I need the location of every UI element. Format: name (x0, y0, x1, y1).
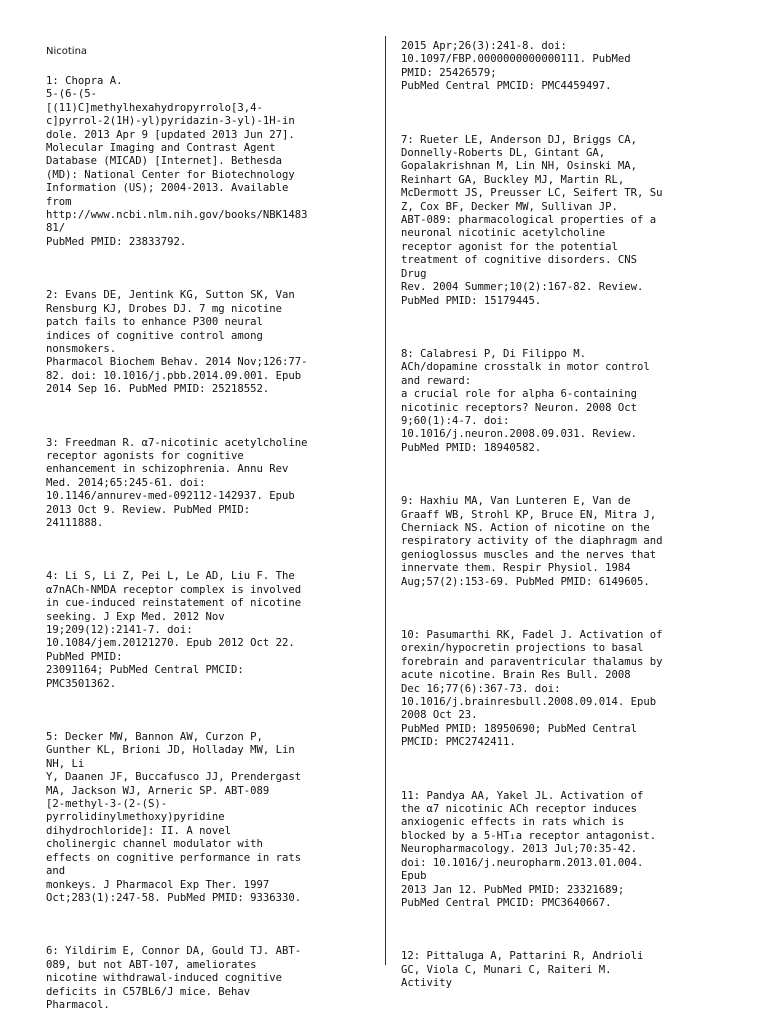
reference-5: 5: Decker MW, Bannon AW, Curzon P, Gunther KL, Brioni JD, Holladay MW, Lin NH, Li Y, Daanen JF, Buccafusco JJ, Prendergast MA, Jackson WJ, Arneric SP. ABT-089 [2-methyl-3-(2-(S)- pyrrolidinylmethoxy)pyridine dihydrochloride]: II. A novel cholinergic channel modulator with effects on cognitive performance in rats and monkeys. J Pharmacol Exp Ther. 1997 Oct;283(1):247-58. PubMed PMID: 9336330. (46, 731, 302, 904)
reference-12: 12: Pittaluga A, Pattarini R, Andrioli GC, Viola C, Munari C, Raiteri M. Activity (401, 950, 644, 990)
reference-11: 11: Pandya AA, Yakel JL. Activation of the α7 nicotinic ACh receptor induces anxiogenic effects in rats which is blocked by a 5-HT₁a receptor antagonist. Neuropharmacology. 2013 Jul;70:35-42. doi: 10.1016/j.neuropharm.2013.01.004. Epub 2013 Jan 12. PubMed PMID: 23321689; PubMed Central PMCID: PMC3640667. (401, 789, 657, 909)
reference-6: 6: Yildirim E, Connor DA, Gould TJ. ABT- 089, but not ABT-107, ameliorates nicotine withdrawal-induced cognitive deficits in C57BL6/J mice. Behav Pharmacol. (46, 945, 302, 1011)
column-divider (385, 36, 386, 965)
left-column (46, 38, 368, 1018)
reference-7: 7: Rueter LE, Anderson DJ, Briggs CA, Donnelly-Roberts DL, Gintant GA, Gopalakrishnan M, Lin NH, Osinski MA, Reinhart GA, Buckley MJ, Martin RL, McDermott JS, Preusser LC, Seifert TR, Su Z, Cox BF, Decker MW, Sullivan JP. ABT-089: pharmacological properties of a neuronal nicotinic acetylcholine receptor agonist for the potential treatment of cognitive disorders. CNS Drug Rev. 2004 Summer;10(2):167-82. Review. PubMed PMID: 15179445. (401, 133, 663, 307)
reference-1: 1: Chopra A. 5-(6-(5- [(11)C]methylhexahydropyrrolo[3,4- c]pyrrol-2(1H)-yl)pyridazin-3-yl)-1H-in dole. 2013 Apr 9 [updated 2013 Jun 27]. Molecular Imaging and Contrast Agent Database (MICAD) [Internet]. Bethesda (MD): National Center for Biotechnology Information (US); 2004-2013. Available from http://www.ncbi.nlm.nih.gov/books/NBK1483 81/ PubMed PMID: 23833792. (46, 75, 308, 248)
reference-2: 2: Evans DE, Jentink KG, Sutton SK, Van Rensburg KJ, Drobes DJ. 7 mg nicotine patch fails to enhance P300 neural indices of cognitive control among nonsmokers. Pharmacol Biochem Behav. 2014 Nov;126:77- 82. doi: 10.1016/j.pbb.2014.09.001. Epub 2014 Sep 16. PubMed PMID: 25218552. (46, 289, 308, 396)
reference-3: 3: Freedman R. α7-nicotinic acetylcholine receptor agonists for cognitive enhancement in schizophrenia. Annu Rev Med. 2014;65:245-61. doi: 10.1146/annurev-med-092112-142937. Epub 2013 Oct 9. Review. PubMed PMID: 24111888. (46, 436, 308, 529)
document-title: Nicotina (46, 46, 88, 57)
reference-6-continued: 2015 Apr;26(3):241-8. doi: 10.1097/FBP.0000000000000111. PubMed PMID: 25426579; PubMed Central PMCID: PMC4459497. (401, 40, 631, 93)
reference-9: 9: Haxhiu MA, Van Lunteren E, Van de Graaff WB, Strohl KP, Bruce EN, Mitra J, Cherniack NS. Action of nicotine on the respiratory activity of the diaphragm and genioglossus muscles and the nerves that innervate them. Respir Physiol. 1984 Aug;57(2):153-69. PubMed PMID: 6149605. (401, 495, 663, 588)
reference-8: 8: Calabresi P, Di Filippo M. ACh/dopamine crosstalk in motor control and reward: a crucial role for alpha 6-containing nicotinic receptors? Neuron. 2008 Oct 9;60(1):4-7. doi: 10.1016/j.neuron.2008.09.031. Review. PubMed PMID: 18940582. (401, 347, 650, 454)
reference-4: 4: Li S, Li Z, Pei L, Le AD, Liu F. The α7nACh-NMDA receptor complex is involved in cue-induced reinstatement of nicotine seeking. J Exp Med. 2012 Nov 19;209(12):2141-7. doi: 10.1084/jem.20121270. Epub 2012 Oct 22. PubMed PMID: 23091164; PubMed Central PMCID: PMC3501362. (46, 570, 302, 690)
right-column (401, 40, 731, 1020)
reference-10: 10: Pasumarthi RK, Fadel J. Activation of orexin/hypocretin projections to basal forebrain and paraventricular thalamus by acute nicotine. Brain Res Bull. 2008 Dec 16;77(6):367-73. doi: 10.1016/j.brainresbull.2008.09.014. Epub 2008 Oct 23. PubMed PMID: 18950690; PubMed Central PMCID: PMC2742411. (401, 629, 663, 749)
